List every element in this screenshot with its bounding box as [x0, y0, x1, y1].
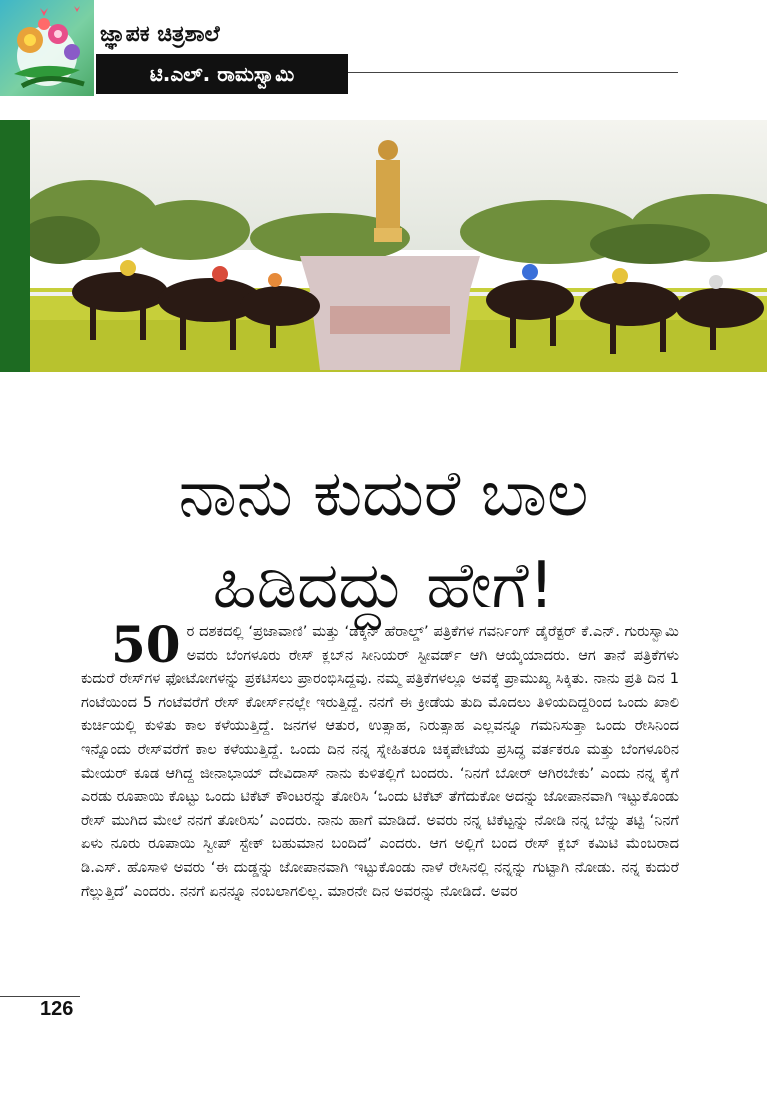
drop-cap: 50	[111, 615, 181, 674]
article-title-line-1: ನಾನು ಕುದುರೆ ಬಾಲ	[178, 456, 589, 531]
column-logo	[0, 0, 94, 96]
article-title-line-2: ಹಿಡಿದದ್ದು ಹೇಗೆ!	[212, 548, 555, 623]
horse-race-photo	[30, 120, 767, 372]
page-number: 126	[40, 998, 74, 1020]
accent-bar	[0, 120, 30, 372]
horse-race-illustration	[30, 120, 767, 372]
author-name	[96, 54, 348, 94]
author-label: ಟಿ.ಎಲ್. ರಾಮಸ್ವಾಮಿ	[149, 62, 295, 86]
footer-divider	[0, 996, 80, 997]
column-name: ಜ್ಞಾಪಕ ಚಿತ್ರಶಾಲೆ	[100, 22, 220, 47]
header-divider	[348, 72, 678, 73]
article-body-text: ರ ದಶಕದಲ್ಲಿ ‘ಪ್ರಜಾವಾಣಿ’ ಮತ್ತು ‘ಡೆಕ್ಕನ್ ಹೆರಾಲ್ಡ್’ ಪತ್ರಿಕೆಗಳ ಗವರ್ನಿಂಗ್ ಡೈರೆಕ್ಟರ್ ಕೆ.ಎನ್. ಗುರುಸ್ವಾಮಿ ಅವರು ಬೆಂಗಳೂರು ರೇಸ್ ಕ್ಲಬ್‌ನ ಸೀನಿಯರ್ ಸ್ಟೀವರ್ಡ್ ಆಗಿ ಆಯ್ಕೆಯಾದರು. ಆಗ ತಾನೆ ಪತ್ರಿಕೆಗಳು ಕುದುರೆ ರೇಸ್‌ಗಳ ಫೋಟೋಗಳನ್ನು ಪ್ರಕಟಿಸಲು ಪ್ರಾರಂಭಿಸಿದ್ದವು. ನಮ್ಮ ಪತ್ರಿಕೆಗಳಲ್ಲೂ ಅವಕ್ಕೆ ಪ್ರಾಮುಖ್ಯ ಸಿಕ್ಕಿತು. ನಾನು ಪ್ರತಿ ದಿನ 1 ಗಂಟೆಯಿಂದ 5 ಗಂಟೆವರೆಗೆ ರೇಸ್ ಕೋರ್ಸ್‌ನಲ್ಲೇ ಇರುತ್ತಿದ್ದೆ. ನನಗೆ ಈ ಕ್ರೀಡೆಯ ತುದಿ ಮೊದಲು ತಿಳಿಯದಿದ್ದರಿಂದ ಒಂದು ಖಾಲಿ ಕುರ್ಚಿಯಲ್ಲಿ ಕುಳಿತು ಕಾಲ ಕಳೆಯುತ್ತಿದ್ದೆ. ಜನಗಳ ಆತುರ, ಉತ್ಸಾಹ, ನಿರುತ್ಸಾಹ ಎಲ್ಲವನ್ನೂ ಗಮನಿಸುತ್ತಾ ಒಂದು ರೇಸಿನಿಂದ ಇನ್ನೊಂದು ರೇಸ್‌ವರೆಗೆ ಕಾಲ ಕಳೆಯುತ್ತಿದ್ದೆ. ಒಂದು ದಿನ ನನ್ನ ಸ್ನೇಹಿತರೂ ಚಿಕ್ಕಪೇಟೆಯ ಪ್ರಸಿದ್ಧ ವರ್ತಕರೂ ಮತ್ತು ಬೆಂಗಳೂರಿನ ಮೇಯರ್ ಕೂಡ ಆಗಿದ್ದ ಜೀನಾಭಾಯ್ ದೇವಿದಾಸ್ ನಾನು ಕುಳಿತಲ್ಲಿಗೆ ಬಂದರು. ‘ನಿನಗೆ ಬೋರ್ ಆಗಿರಬೇಕು’ ಎಂದು ನನ್ನ ಕೈಗೆ ಎರಡು ರೂಪಾಯಿ ಕೊಟ್ಟು ಒಂದು ಟಿಕೆಟ್ ಕೌಂಟರನ್ನು ತೋರಿಸಿ ‘ಒಂದು ಟಿಕೆಟ್ ತೆಗೆದುಕೋ ಅದನ್ನು ಜೋಪಾನವಾಗಿ ಇಟ್ಟುಕೊಂಡು ರೇಸ್ ಮುಗಿದ ಮೇಲೆ ನನಗೆ ತೋರಿಸು’ ಎಂದರು. ನಾನು ಹಾಗೆ ಮಾಡಿದೆ. ಅವರು ನನ್ನ ಟಿಕೆಟ್ಟನ್ನು ನೋಡಿ ನನ್ನ ಬೆನ್ನು ತಟ್ಟಿ ‘ನಿನಗೆ ಏಳು ನೂರು ರೂಪಾಯಿ ಸ್ವೀಪ್ ಸ್ಟೇಕ್ ಬಹುಮಾನ ಬಂದಿದೆ’ ಎಂದರು. ಆಗ ಅಲ್ಲಿಗೆ ಬಂದ ರೇಸ್ ಕ್ಲಬ್ ಕಮಿಟಿ ಮೆಂಬರಾದ ಡಿ.ಎಸ್. ಹೊಸಾಳಿ ಅವರು ‘ಈ ದುಡ್ಡನ್ನು ಜೋಪಾನವಾಗಿ ಇಟ್ಟುಕೊಂಡು ನಾಳೆ ರೇಸಿನಲ್ಲಿ ನನ್ನನ್ನು ಗುಟ್ಟಾಗಿ ನೋಡು. ನನ್ನ ಕುದುರೆ ಗೆಲ್ಲುತ್ತಿದೆ’ ಎಂದರು. ನನಗೆ ಏನನ್ನೂ ನಂಬಲಾಗಲಿಲ್ಲ. ಮಾರನೇ ದಿನ ಅವರನ್ನು ನೋಡಿದೆ. ಅವರ	[81, 623, 680, 900]
flower-bouquet-icon	[0, 0, 94, 96]
article-body	[81, 615, 680, 903]
article-title	[0, 448, 767, 632]
